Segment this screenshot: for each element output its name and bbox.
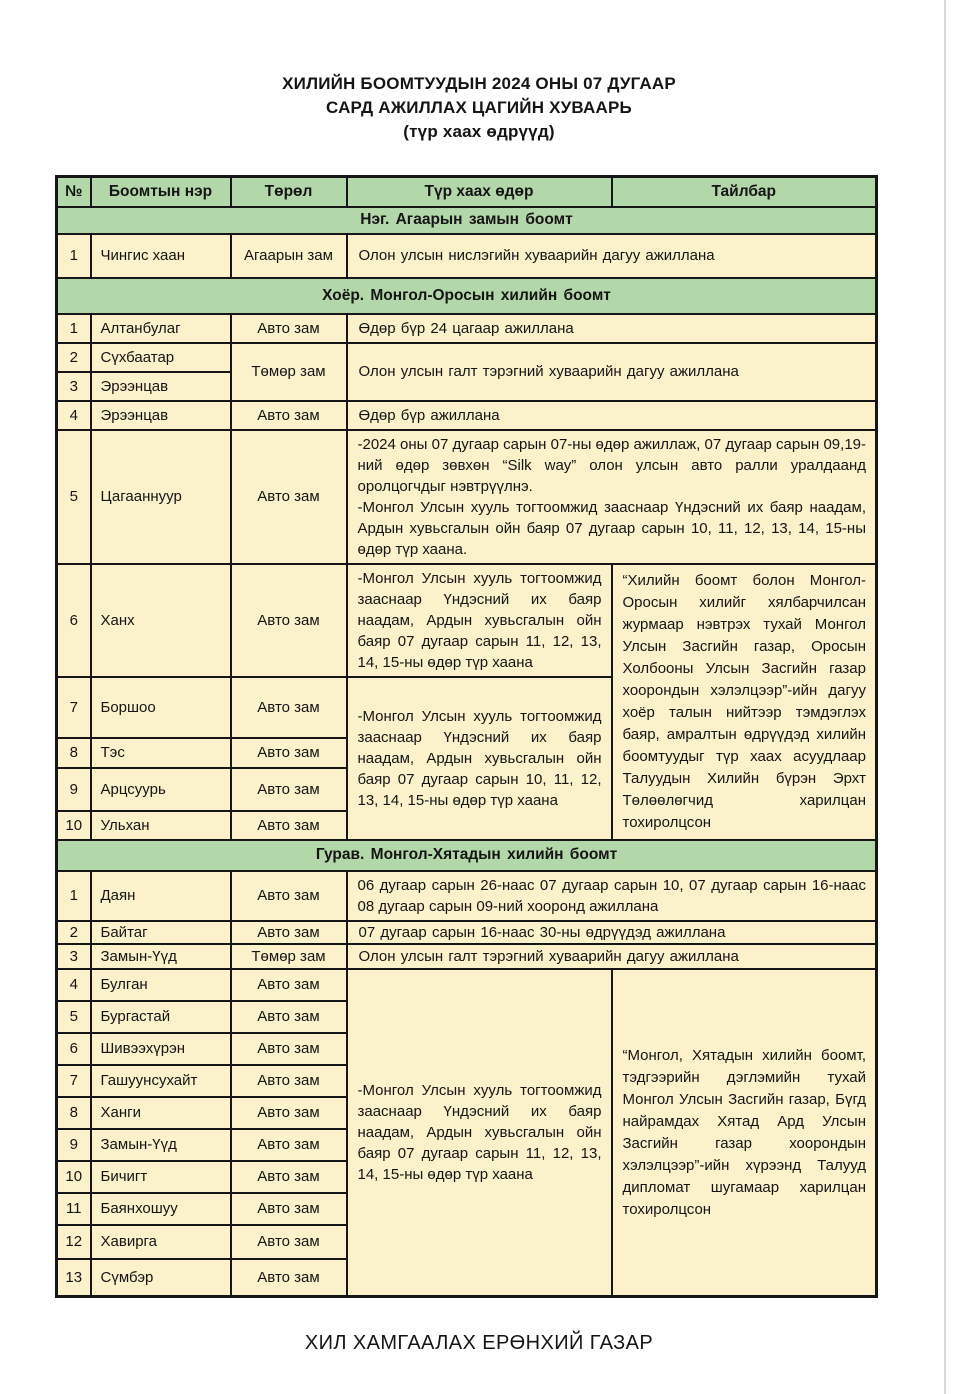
- schedule-paragraph-2: -Монгол Улсын хууль тогтоомжид зааснаар Үндэсний их баяр наадам, Ардын хувьсгалын ойн баяр 07 дугаар сарын 10, 11, 12, 13, 14, 15-ны өдөр түр хаана.: [357, 498, 866, 558]
- table-row: [57, 564, 877, 677]
- port-type: Авто зам: [231, 1033, 347, 1065]
- table-row: [57, 921, 877, 944]
- port-type: Авто зам: [231, 430, 347, 564]
- footer-organization: ХИЛ ХАМГААЛАХ ЕРӨНХИЙ ГАЗАР: [304, 1332, 654, 1355]
- port-type: Авто зам: [231, 1259, 347, 1297]
- port-name: Боршоо: [91, 677, 231, 738]
- row-number: 4: [57, 969, 91, 1001]
- table-row: [57, 343, 877, 372]
- section-1-header: [57, 207, 877, 234]
- title-line-2: САРД АЖИЛЛАХ ЦАГИЙН ХУВААРЬ: [326, 98, 632, 118]
- port-type-merged: Төмөр зам: [231, 343, 347, 401]
- row-number: 1: [57, 234, 91, 278]
- table-row: [57, 430, 877, 564]
- port-type: Авто зам: [231, 969, 347, 1001]
- col-header-closure-days: Түр хаах өдөр: [347, 177, 612, 207]
- section-2-header: [57, 278, 877, 314]
- closure-schedule: Өдөр бүр 24 цагаар ажиллана: [347, 314, 877, 343]
- table-row: [57, 314, 877, 343]
- closure-schedule-merged: Олон улсын галт тэрэгний хуваарийн дагуу ажиллана: [347, 343, 877, 401]
- closure-schedule: [347, 430, 877, 564]
- row-number: 3: [57, 944, 91, 969]
- closure-schedule: Өдөр бүр ажиллана: [347, 401, 877, 430]
- col-header-remark: Тайлбар: [612, 177, 877, 207]
- closure-schedule: Олон улсын нислэгийн хуваарийн дагуу ажиллана: [347, 234, 877, 278]
- port-name: Бургастай: [91, 1001, 231, 1033]
- port-name: Чингис хаан: [91, 234, 231, 278]
- row-number: 10: [57, 811, 91, 840]
- section-3-title: Гурав. Монгол-Хятадын хилийн боомт: [57, 840, 877, 871]
- closure-schedule: -Монгол Улсын хууль тогтоомжид зааснаар Үндэсний их баяр наадам, Ардын хувьсгалын ойн баяр 07 дугаар сарын 11, 12, 13, 14, 15-ны өдөр түр хаана: [347, 564, 612, 677]
- title-line-1: ХИЛИЙН БООМТУУДЫН 2024 ОНЫ 07 ДУГААР: [282, 74, 676, 93]
- port-name: Ханги: [91, 1097, 231, 1129]
- port-type: Авто зам: [231, 1097, 347, 1129]
- row-number: 2: [57, 343, 91, 372]
- port-type: Авто зам: [231, 738, 347, 768]
- port-name: Гашуунсухайт: [91, 1065, 231, 1097]
- remark-mongolia-china: “Монгол, Хятадын хилийн боомт, тэдгээрийн дэглэмийн тухай Монгол Улсын Засгийн газар, Бүгд найрамдах Хятад Ард Улсын Засгийн газар хоорондын хэлэлцээр”-ийн хүрээнд Талууд дипломат шугамаар харилцан тохиролцсон: [612, 969, 877, 1297]
- table-row: [57, 944, 877, 969]
- table-row: [57, 401, 877, 430]
- row-number: 7: [57, 677, 91, 738]
- row-number: 7: [57, 1065, 91, 1097]
- port-name: Цагааннуур: [91, 430, 231, 564]
- row-number: 12: [57, 1225, 91, 1259]
- port-name: Шивээхүрэн: [91, 1033, 231, 1065]
- row-number: 9: [57, 1129, 91, 1161]
- port-name: Эрээнцав: [91, 372, 231, 401]
- port-name: Сүхбаатар: [91, 343, 231, 372]
- port-type: Авто зам: [231, 1193, 347, 1225]
- port-name: Бичигт: [91, 1161, 231, 1193]
- closure-schedule: 06 дугаар сарын 26-наас 07 дугаар сарын 10, 07 дугаар сарын 16-наас 08 дугаар сарын 09-ний хооронд ажиллана: [347, 871, 877, 921]
- port-type: Авто зам: [231, 768, 347, 811]
- title-line-3: (түр хаах өдрүүд): [403, 122, 555, 142]
- row-number: 4: [57, 401, 91, 430]
- row-number: 1: [57, 871, 91, 921]
- port-type: Авто зам: [231, 1225, 347, 1259]
- port-type: Авто зам: [231, 921, 347, 944]
- row-number: 3: [57, 372, 91, 401]
- row-number: 1: [57, 314, 91, 343]
- port-name: Булган: [91, 969, 231, 1001]
- col-header-type: Төрөл: [231, 177, 347, 207]
- section-3-header: [57, 840, 877, 871]
- row-number: 6: [57, 1033, 91, 1065]
- port-name: Замын-Үүд: [91, 1129, 231, 1161]
- port-type: Авто зам: [231, 1129, 347, 1161]
- port-type: Авто зам: [231, 1065, 347, 1097]
- port-name: Ханх: [91, 564, 231, 677]
- table-header-row: [57, 177, 877, 207]
- port-name: Баянхошуу: [91, 1193, 231, 1225]
- port-name: Тэс: [91, 738, 231, 768]
- port-name: Даян: [91, 871, 231, 921]
- port-name: Сүмбэр: [91, 1259, 231, 1297]
- port-name: Эрээнцав: [91, 401, 231, 430]
- port-name: Арцсуурь: [91, 768, 231, 811]
- port-type: Авто зам: [231, 677, 347, 738]
- table-row: [57, 234, 877, 278]
- port-name: Замын-Үүд: [91, 944, 231, 969]
- port-type: Авто зам: [231, 1001, 347, 1033]
- row-number: 2: [57, 921, 91, 944]
- schedule-paragraph-1: -2024 оны 07 дугаар сарын 07-ны өдөр ажиллаж, 07 дугаар сарын 09,19-ний өдөр зөвхөн “Silk way” олон улсын авто ралли уралдаанд оролцогчдыг нэвтрүүлнэ.: [357, 435, 866, 495]
- port-type: Авто зам: [231, 1161, 347, 1193]
- closure-schedule-merged: -Монгол Улсын хууль тогтоомжид зааснаар Үндэсний их баяр наадам, Ардын хувьсгалын ойн баяр 07 дугаар сарын 10, 11, 12, 13, 14, 15-ны өдөр түр хаана: [347, 677, 612, 840]
- port-name: Ульхан: [91, 811, 231, 840]
- row-number: 6: [57, 564, 91, 677]
- col-header-port-name: Боомтын нэр: [91, 177, 231, 207]
- row-number: 9: [57, 768, 91, 811]
- port-type: Төмөр зам: [231, 944, 347, 969]
- port-type: Агаарын зам: [231, 234, 347, 278]
- row-number: 10: [57, 1161, 91, 1193]
- col-header-no: №: [57, 177, 91, 207]
- row-number: 8: [57, 1097, 91, 1129]
- port-type: Авто зам: [231, 401, 347, 430]
- section-2-title: Хоёр. Монгол-Оросын хилийн боомт: [57, 278, 877, 314]
- closure-schedule-merged: -Монгол Улсын хууль тогтоомжид зааснаар Үндэсний их баяр наадам, Ардын хувьсгалын ойн баяр 07 дугаар сарын 11, 12, 13, 14, 15-ны өдөр түр хаана: [347, 969, 612, 1297]
- row-number: 5: [57, 430, 91, 564]
- closure-schedule: 07 дугаар сарын 16-наас 30-ны өдрүүдэд ажиллана: [347, 921, 877, 944]
- row-number: 11: [57, 1193, 91, 1225]
- row-number: 8: [57, 738, 91, 768]
- section-1-title: Нэг. Агаарын замын боомт: [57, 207, 877, 234]
- schedule-table: [55, 175, 878, 1298]
- port-name: Байтаг: [91, 921, 231, 944]
- table-row: [57, 969, 877, 1001]
- port-type: Авто зам: [231, 314, 347, 343]
- page-edge-line: [944, 0, 946, 1394]
- table-row: [57, 871, 877, 921]
- page-title: [0, 0, 958, 144]
- remark-mongolia-russia: “Хилийн боомт болон Монгол-Оросын хилийг хялбарчилсан журмаар нэвтрэх тухай Монгол Улсын Засгийн газар, Оросын Холбооны Улсын Засгийн газар хоорондын хэлэлцээр”-ийн дагуу хоёр талын нийтээр тэмдэглэх баяр, амралтын өдрүүдэд хилийн боомтуудыг түр хаах асуудлаар Талуудын Хилийн бүрэн Эрхт Төлөөлөгчид харилцан тохиролцсон: [612, 564, 877, 840]
- closure-schedule: Олон улсын галт тэрэгний хуваарийн дагуу ажиллана: [347, 944, 877, 969]
- port-type: Авто зам: [231, 871, 347, 921]
- port-name: Алтанбулаг: [91, 314, 231, 343]
- row-number: 5: [57, 1001, 91, 1033]
- row-number: 13: [57, 1259, 91, 1297]
- port-type: Авто зам: [231, 564, 347, 677]
- port-type: Авто зам: [231, 811, 347, 840]
- port-name: Хавирга: [91, 1225, 231, 1259]
